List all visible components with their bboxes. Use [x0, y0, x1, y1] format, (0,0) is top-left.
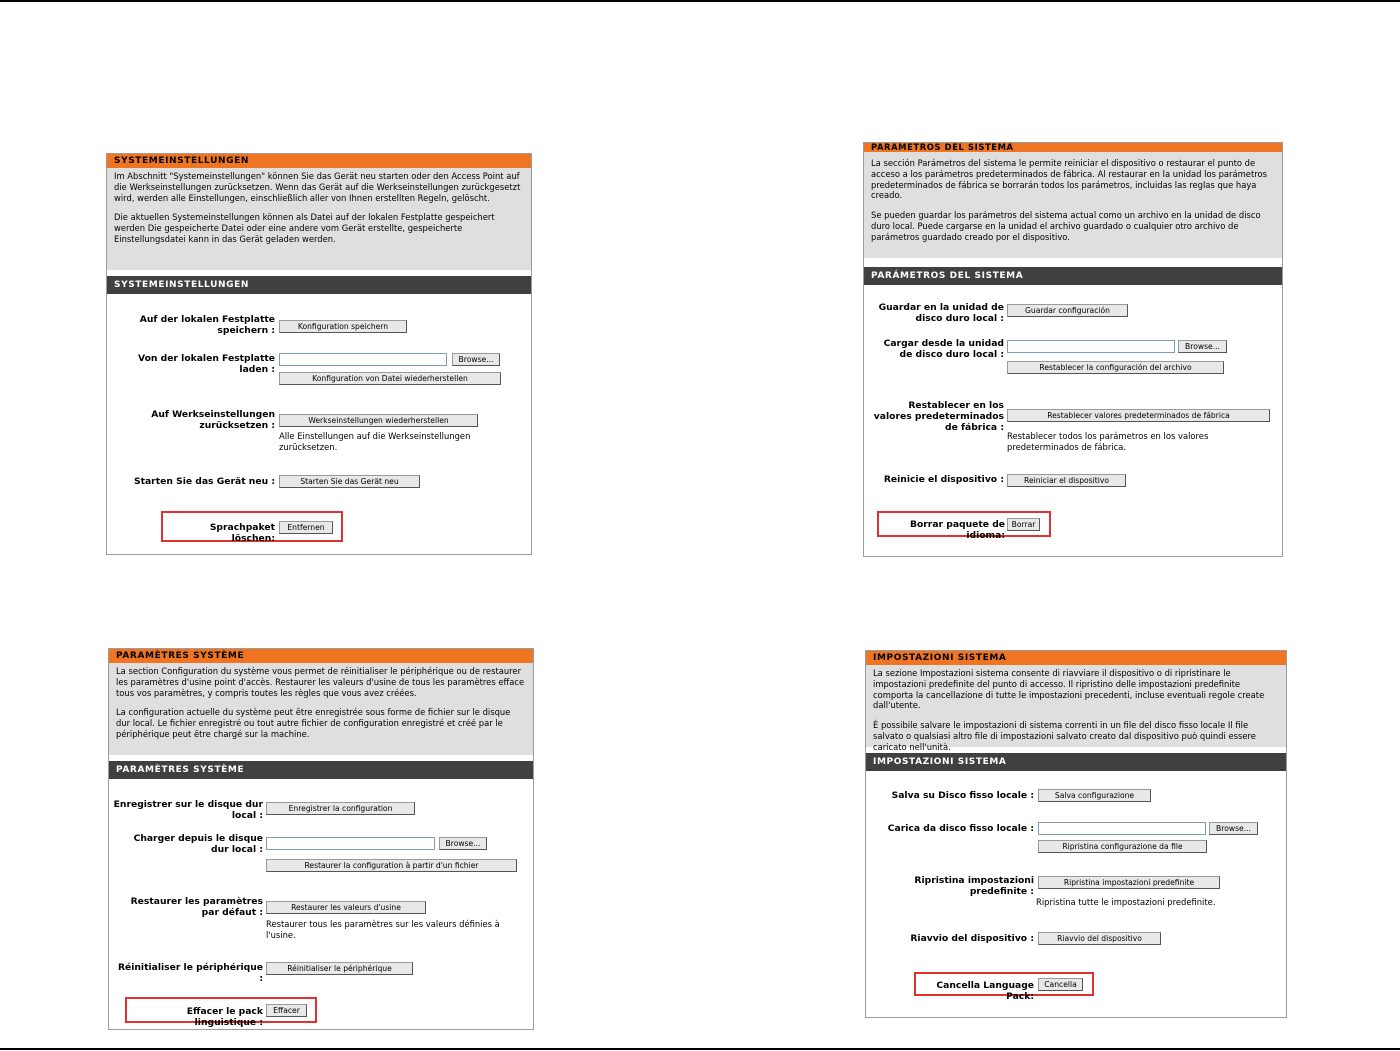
browse-button[interactable]: Browse... — [452, 353, 500, 366]
delete-language-pack-button[interactable]: Borrar — [1007, 518, 1040, 531]
factory-reset-label: Auf Werkseinstellungen zurücksetzen : — [151, 409, 275, 431]
factory-reset-note: Ripristina tutte le impostazioni predefinite. — [1036, 897, 1216, 907]
remove-language-pack-button[interactable]: Entfernen — [279, 521, 333, 534]
intro-header: PARAMETROS DEL SISTEMA — [864, 143, 1282, 152]
intro-paragraph: Im Abschnitt "Systemeinstellungen" können Sie das Gerät neu starten oder den Access Point auf die Werkseinstellungen zurücksetzen. Wenn das Gerät auf die Werkseinstellungen zurückgesetzt wird, werden alle Einstellungen, einschließlich aller von Ihnen erstellten Regeln, gelöscht. — [114, 171, 521, 203]
intro-header: IMPOSTAZIONI SISTEMA — [866, 651, 1286, 665]
factory-reset-button[interactable]: Ripristina impostazioni predefinite — [1038, 876, 1220, 889]
factory-reset-note: Restablecer todos los parámetros en los valores predeterminados de fábrica. — [1007, 431, 1209, 452]
intro-text — [109, 663, 533, 756]
reboot-label: Riavvio del dispositivo : — [910, 933, 1034, 944]
intro-header: SYSTEMEINSTELLUNGEN — [107, 154, 531, 168]
factory-reset-button[interactable]: Restablecer valores predeterminados de fábrica — [1007, 409, 1270, 422]
language-pack-label: Sprachpaket löschen: — [209, 522, 275, 544]
file-path-input[interactable] — [1038, 822, 1206, 835]
clear-language-pack-button[interactable]: Effacer — [266, 1004, 307, 1017]
reboot-label: Réinitialiser le périphérique : — [117, 962, 263, 984]
factory-reset-note: Alle Einstellungen auf die Werkseinstellungen zurücksetzen. — [279, 431, 471, 452]
bottom-rule — [0, 1048, 1400, 1050]
restore-from-file-button[interactable]: Restaurer la configuration à partir d'un fichier — [266, 859, 517, 872]
intro-text — [864, 152, 1282, 259]
intro-text — [866, 665, 1286, 752]
browse-button[interactable]: Browse... — [1178, 340, 1227, 353]
file-path-input[interactable] — [279, 353, 447, 366]
browse-button[interactable]: Browse... — [1209, 822, 1258, 835]
section-header: IMPOSTAZIONI SISTEMA — [866, 753, 1286, 771]
intro-paragraph: La section Configuration du système vous permet de réinitialiser le périphérique ou de restaurer les paramètres d'usine point d'accès. Restaurer les valeurs d'usine de tous les paramètres efface tous vos paramètres, y compris toutes les règles que vous avez créées. — [116, 666, 525, 698]
browse-button[interactable]: Browse... — [439, 837, 487, 850]
factory-reset-label: Ripristina impostazioni predefinite : — [914, 875, 1034, 897]
top-rule — [0, 0, 1400, 2]
restore-from-file-button[interactable]: Konfiguration von Datei wiederherstellen — [279, 372, 501, 385]
factory-reset-button[interactable]: Werkseinstellungen wiederherstellen — [279, 414, 478, 427]
save-label: Guardar en la unidad de disco duro local : — [878, 302, 1004, 324]
load-label: Carica da disco fisso locale : — [887, 823, 1034, 834]
save-config-button[interactable]: Salva configurazione — [1038, 789, 1151, 802]
intro-header: PARAMÈTRES SYSTÈME — [109, 649, 533, 663]
section-header: SYSTEMEINSTELLUNGEN — [107, 276, 531, 294]
language-pack-label: Cancella Language Pack: — [936, 980, 1034, 1002]
save-label: Auf der lokalen Festplatte speichern : — [139, 314, 275, 336]
intro-paragraph: Se pueden guardar los parámetros del sistema actual como un archivo en la unidad de disco duro local. Puede cargarse en la unidad el archivo guardado o cualquier otro archivo de parámetros guardado creado por el dispositivo. — [871, 210, 1261, 242]
intro-paragraph: È possibile salvare le impostazioni di sistema correnti in un file del disco fisso locale Il file salvato o qualsiasi altro file di impostazioni salvato creato dal dispositivo può quindi essere caricato nell'unità. — [873, 720, 1256, 752]
panel-it — [865, 650, 1287, 1018]
panel-de — [106, 153, 532, 555]
factory-reset-label: Restaurer les paramètres par défaut : — [130, 896, 263, 918]
intro-paragraph: La configuration actuelle du système peut être enregistrée sous forme de fichier sur le disque dur local. Le fichier enregistré ou tout autre fichier de configuration enregistré et créé par le périphérique peut être chargé sur la machine. — [116, 707, 511, 739]
intro-text — [107, 168, 531, 271]
intro-paragraph: La sezione Impostazioni sistema consente di riavviare il dispositivo o di ripristinare le impostazioni predefinite del punto di accesso. Il ripristino delle impostazioni predefinite comporta la cancellazione di tutte le impostazioni precedenti, incluse eventuali regole create dall'utente. — [873, 668, 1265, 711]
reboot-button[interactable]: Réinitialiser le périphérique — [266, 962, 413, 975]
save-config-button[interactable]: Enregistrer la configuration — [266, 802, 415, 815]
reboot-label: Reinicie el dispositivo : — [883, 474, 1004, 485]
load-label: Von der lokalen Festplatte laden : — [137, 353, 275, 375]
delete-language-pack-button[interactable]: Cancella — [1038, 978, 1083, 991]
intro-paragraph: Die aktuellen Systemeinstellungen können als Datei auf der lokalen Festplatte gespeichert werden Die gespeicherte Datei oder eine andere vom Gerät erstellte, gespeicherte Einstellungsdatei kann in das Gerät geladen werden. — [114, 212, 495, 244]
restore-from-file-button[interactable]: Restablecer la configuración del archivo — [1007, 361, 1224, 374]
panel-es — [863, 142, 1283, 557]
load-label: Cargar desde la unidad de disco duro local : — [883, 338, 1004, 360]
language-pack-label: Borrar paquete de idioma: — [909, 519, 1005, 541]
reboot-label: Starten Sie das Gerät neu : — [133, 476, 275, 487]
reboot-button[interactable]: Riavvio del dispositivo — [1038, 932, 1161, 945]
file-path-input[interactable] — [1007, 340, 1175, 353]
file-path-input[interactable] — [266, 837, 435, 850]
factory-reset-note: Restaurer tous les paramètres sur les valeurs définies à l'usine. — [266, 919, 500, 940]
save-label: Salva su Disco fisso locale : — [891, 790, 1034, 801]
reboot-button[interactable]: Starten Sie das Gerät neu — [279, 475, 420, 488]
intro-paragraph: La sección Parámetros del sistema le permite reiniciar el dispositivo o restaurar el punto de acceso a los parámetros predeterminados de fábrica. Al restaurar en la unidad los parámetros predeterminados de fábrica se borrarán todos los parámetros, incluidas las reglas que haya creado. — [871, 158, 1267, 201]
load-label: Charger depuis le disque dur local : — [133, 833, 263, 855]
panel-fr — [108, 648, 534, 1030]
section-header: PARÁMETROS DEL SISTEMA — [864, 267, 1282, 285]
save-config-button[interactable]: Guardar configuración — [1007, 304, 1128, 317]
restore-from-file-button[interactable]: Ripristina configurazione da file — [1038, 840, 1207, 853]
language-pack-label: Effacer le pack linguistique : — [186, 1006, 263, 1028]
reboot-button[interactable]: Reiniciar el dispositivo — [1007, 474, 1126, 487]
section-header: PARAMÈTRES SYSTÈME — [109, 761, 533, 779]
save-config-button[interactable]: Konfiguration speichern — [279, 320, 407, 333]
save-label: Enregistrer sur le disque dur local : — [113, 799, 263, 821]
factory-reset-button[interactable]: Restaurer les valeurs d'usine — [266, 901, 426, 914]
factory-reset-label: Restablecer en los valores predeterminados de fábrica : — [873, 400, 1004, 433]
